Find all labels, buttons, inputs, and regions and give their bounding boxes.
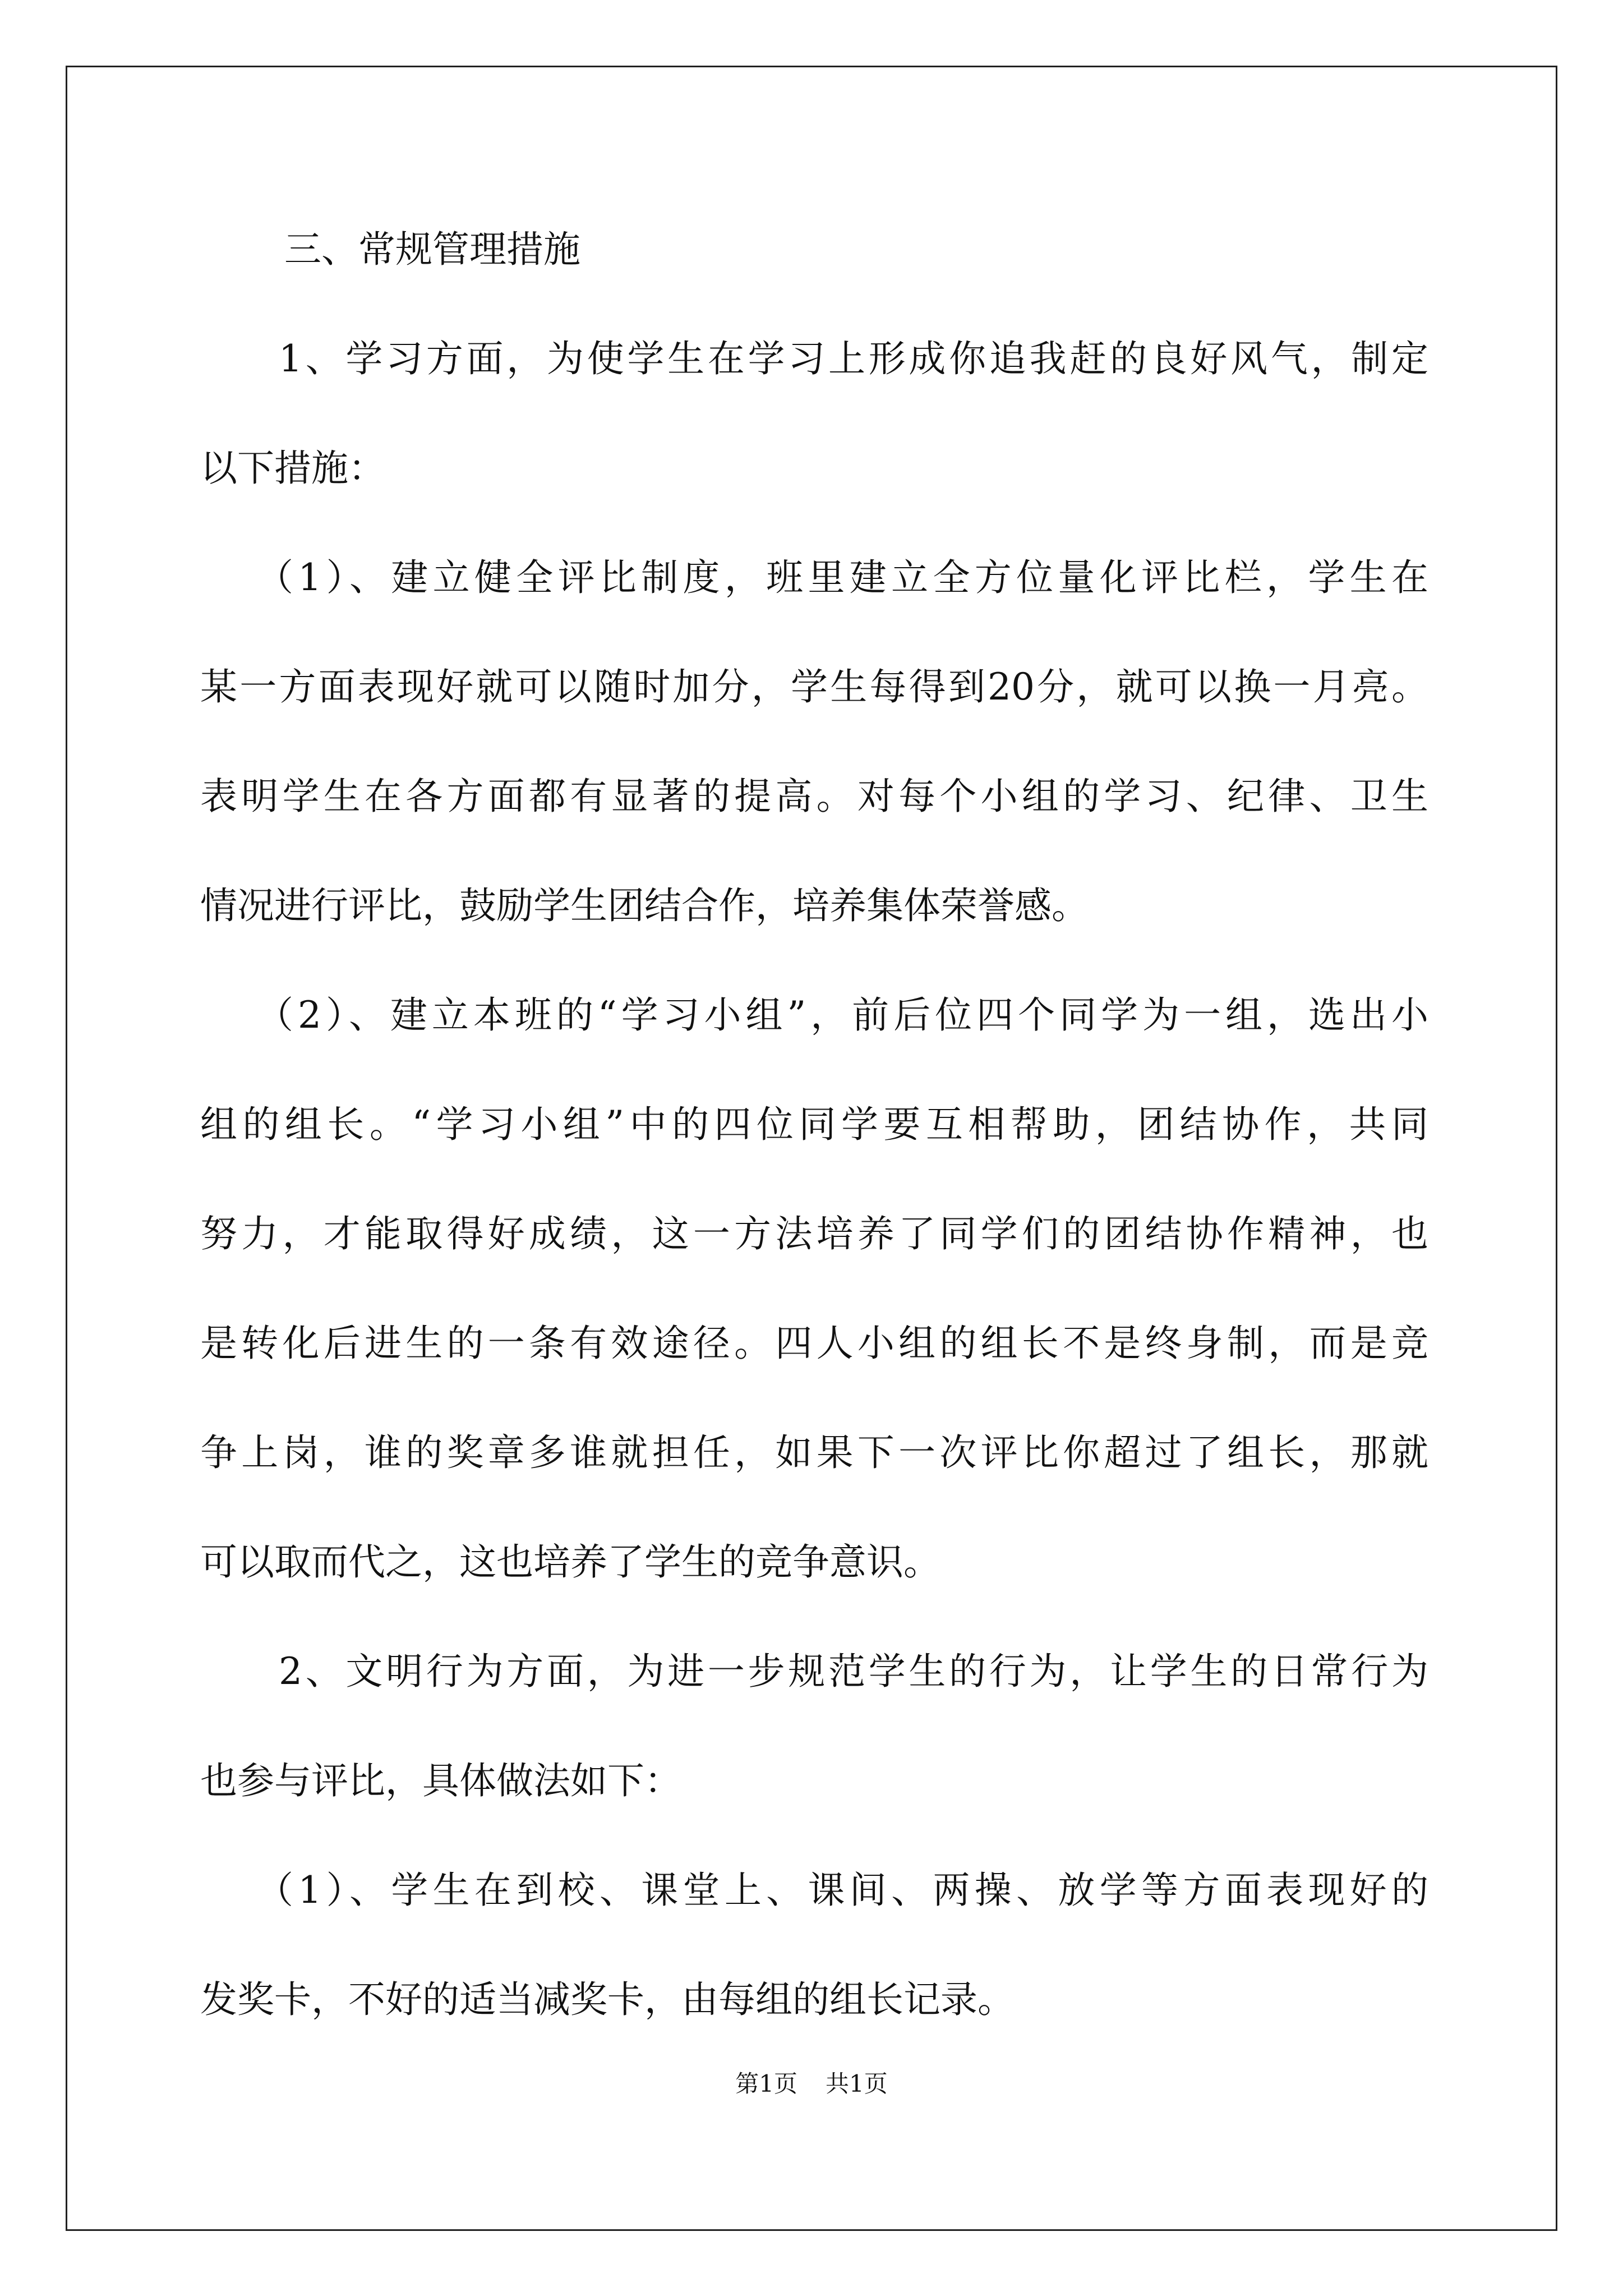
section-heading: 三、常规管理措施 bbox=[284, 228, 580, 271]
paragraph-line: （2）、建立本班的“学习小组”，前后位四个同学为一组，选出小 bbox=[256, 993, 1428, 1037]
paragraph-line: 表明学生在各方面都有显著的提高。对每个小组的学习、纪律、卫生 bbox=[200, 775, 1428, 818]
paragraph-line: 情况进行评比，鼓励学生团结合作，培养集体荣誉感。 bbox=[200, 884, 1089, 927]
paragraph-line: （1）、学生在到校、课堂上、课间、两操、放学等方面表现好的 bbox=[256, 1869, 1428, 1912]
paragraph-line: 可以取而代之，这也培养了学生的竞争意识。 bbox=[200, 1540, 940, 1584]
page-number: 第1页 bbox=[735, 2070, 797, 2097]
paragraph-line: 以下措施： bbox=[200, 447, 385, 490]
paragraph-line: 组的组长。“学习小组”中的四位同学要互相帮助，团结协作，共同 bbox=[200, 1103, 1428, 1146]
paragraph-line: 2、文明行为方面，为进一步规范学生的行为，让学生的日常行为 bbox=[279, 1650, 1428, 1693]
page-total: 共1页 bbox=[826, 2070, 888, 2097]
paragraph-line: 某一方面表现好就可以随时加分，学生每得到20分，就可以换一月亮。 bbox=[200, 665, 1428, 708]
page-footer bbox=[0, 2067, 1623, 2101]
paragraph-line: 发奖卡，不好的适当减奖卡，由每组的组长记录。 bbox=[200, 1978, 1015, 2021]
paragraph-line: （1）、建立健全评比制度，班里建立全方位量化评比栏，学生在 bbox=[256, 556, 1428, 599]
paragraph-line: 是转化后进生的一条有效途径。四人小组的组长不是终身制，而是竞 bbox=[200, 1322, 1428, 1365]
paragraph-line: 争上岗，谁的奖章多谁就担任，如果下一次评比你超过了组长，那就 bbox=[200, 1431, 1428, 1474]
paragraph-line: 1、学习方面，为使学生在学习上形成你追我赶的良好风气，制定 bbox=[279, 337, 1428, 380]
paragraph-line: 努力，才能取得好成绩，这一方法培养了同学们的团结协作精神，也 bbox=[200, 1212, 1428, 1255]
paragraph-line: 也参与评比，具体做法如下： bbox=[200, 1759, 681, 1802]
